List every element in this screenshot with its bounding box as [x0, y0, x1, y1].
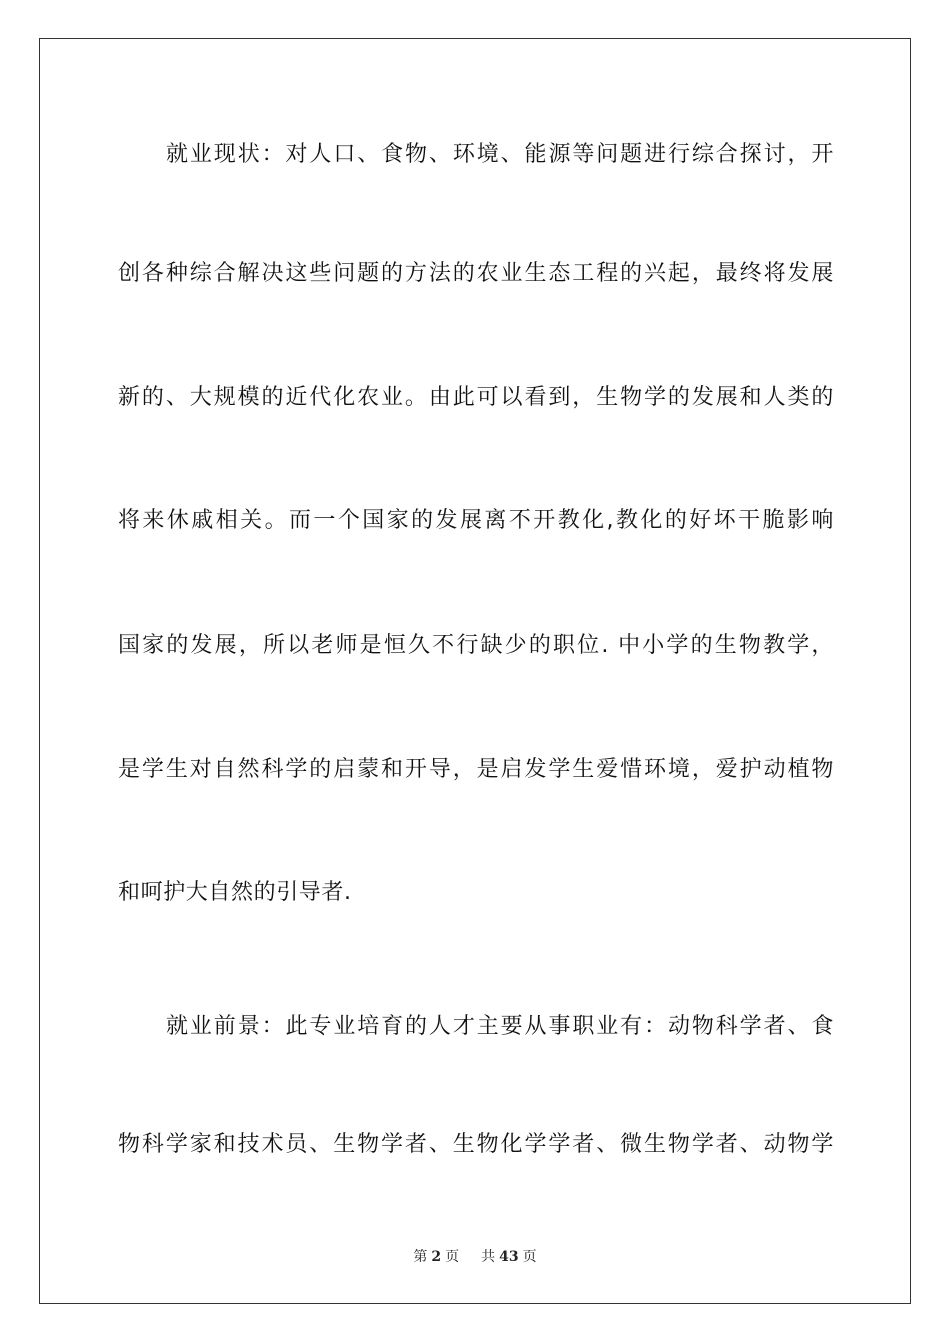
page-prefix: 第 — [413, 1249, 428, 1265]
paragraph-1-line-4: 将来休戚相关。而一个国家的发展离不开教化,教化的好坏干脆影响 — [118, 508, 834, 533]
total-pages: 43 — [499, 1249, 519, 1265]
paragraph-1-line-1: 就业现状：对人口、食物、环境、能源等问题进行综合探讨，开 — [166, 142, 834, 167]
total-prefix: 共 — [481, 1249, 496, 1265]
paragraph-2-line-2: 物科学家和技术员、生物学者、生物化学学者、微生物学者、动物学 — [118, 1132, 834, 1157]
page-border — [39, 38, 911, 1304]
paragraph-1-line-3: 新的、大规模的近代化农业。由此可以看到，生物学的发展和人类的 — [118, 385, 834, 410]
paragraph-1-line-5: 国家的发展，所以老师是恒久不行缺少的职位. 中小学的生物教学， — [118, 633, 834, 658]
paragraph-1-line-2: 创各种综合解决这些问题的方法的农业生态工程的兴起，最终将发展 — [118, 261, 834, 286]
page-suffix: 页 — [445, 1249, 460, 1265]
page-footer — [0, 1248, 950, 1266]
total-suffix: 页 — [522, 1249, 537, 1265]
paragraph-1-line-6: 是学生对自然科学的启蒙和开导，是启发学生爱惜环境，爱护动植物 — [118, 757, 834, 782]
paragraph-2-line-1: 就业前景：此专业培育的人才主要从事职业有：动物科学者、食 — [166, 1014, 834, 1039]
paragraph-1-line-7: 和呵护大自然的引导者. — [118, 880, 352, 905]
page-number: 2 — [431, 1249, 442, 1265]
